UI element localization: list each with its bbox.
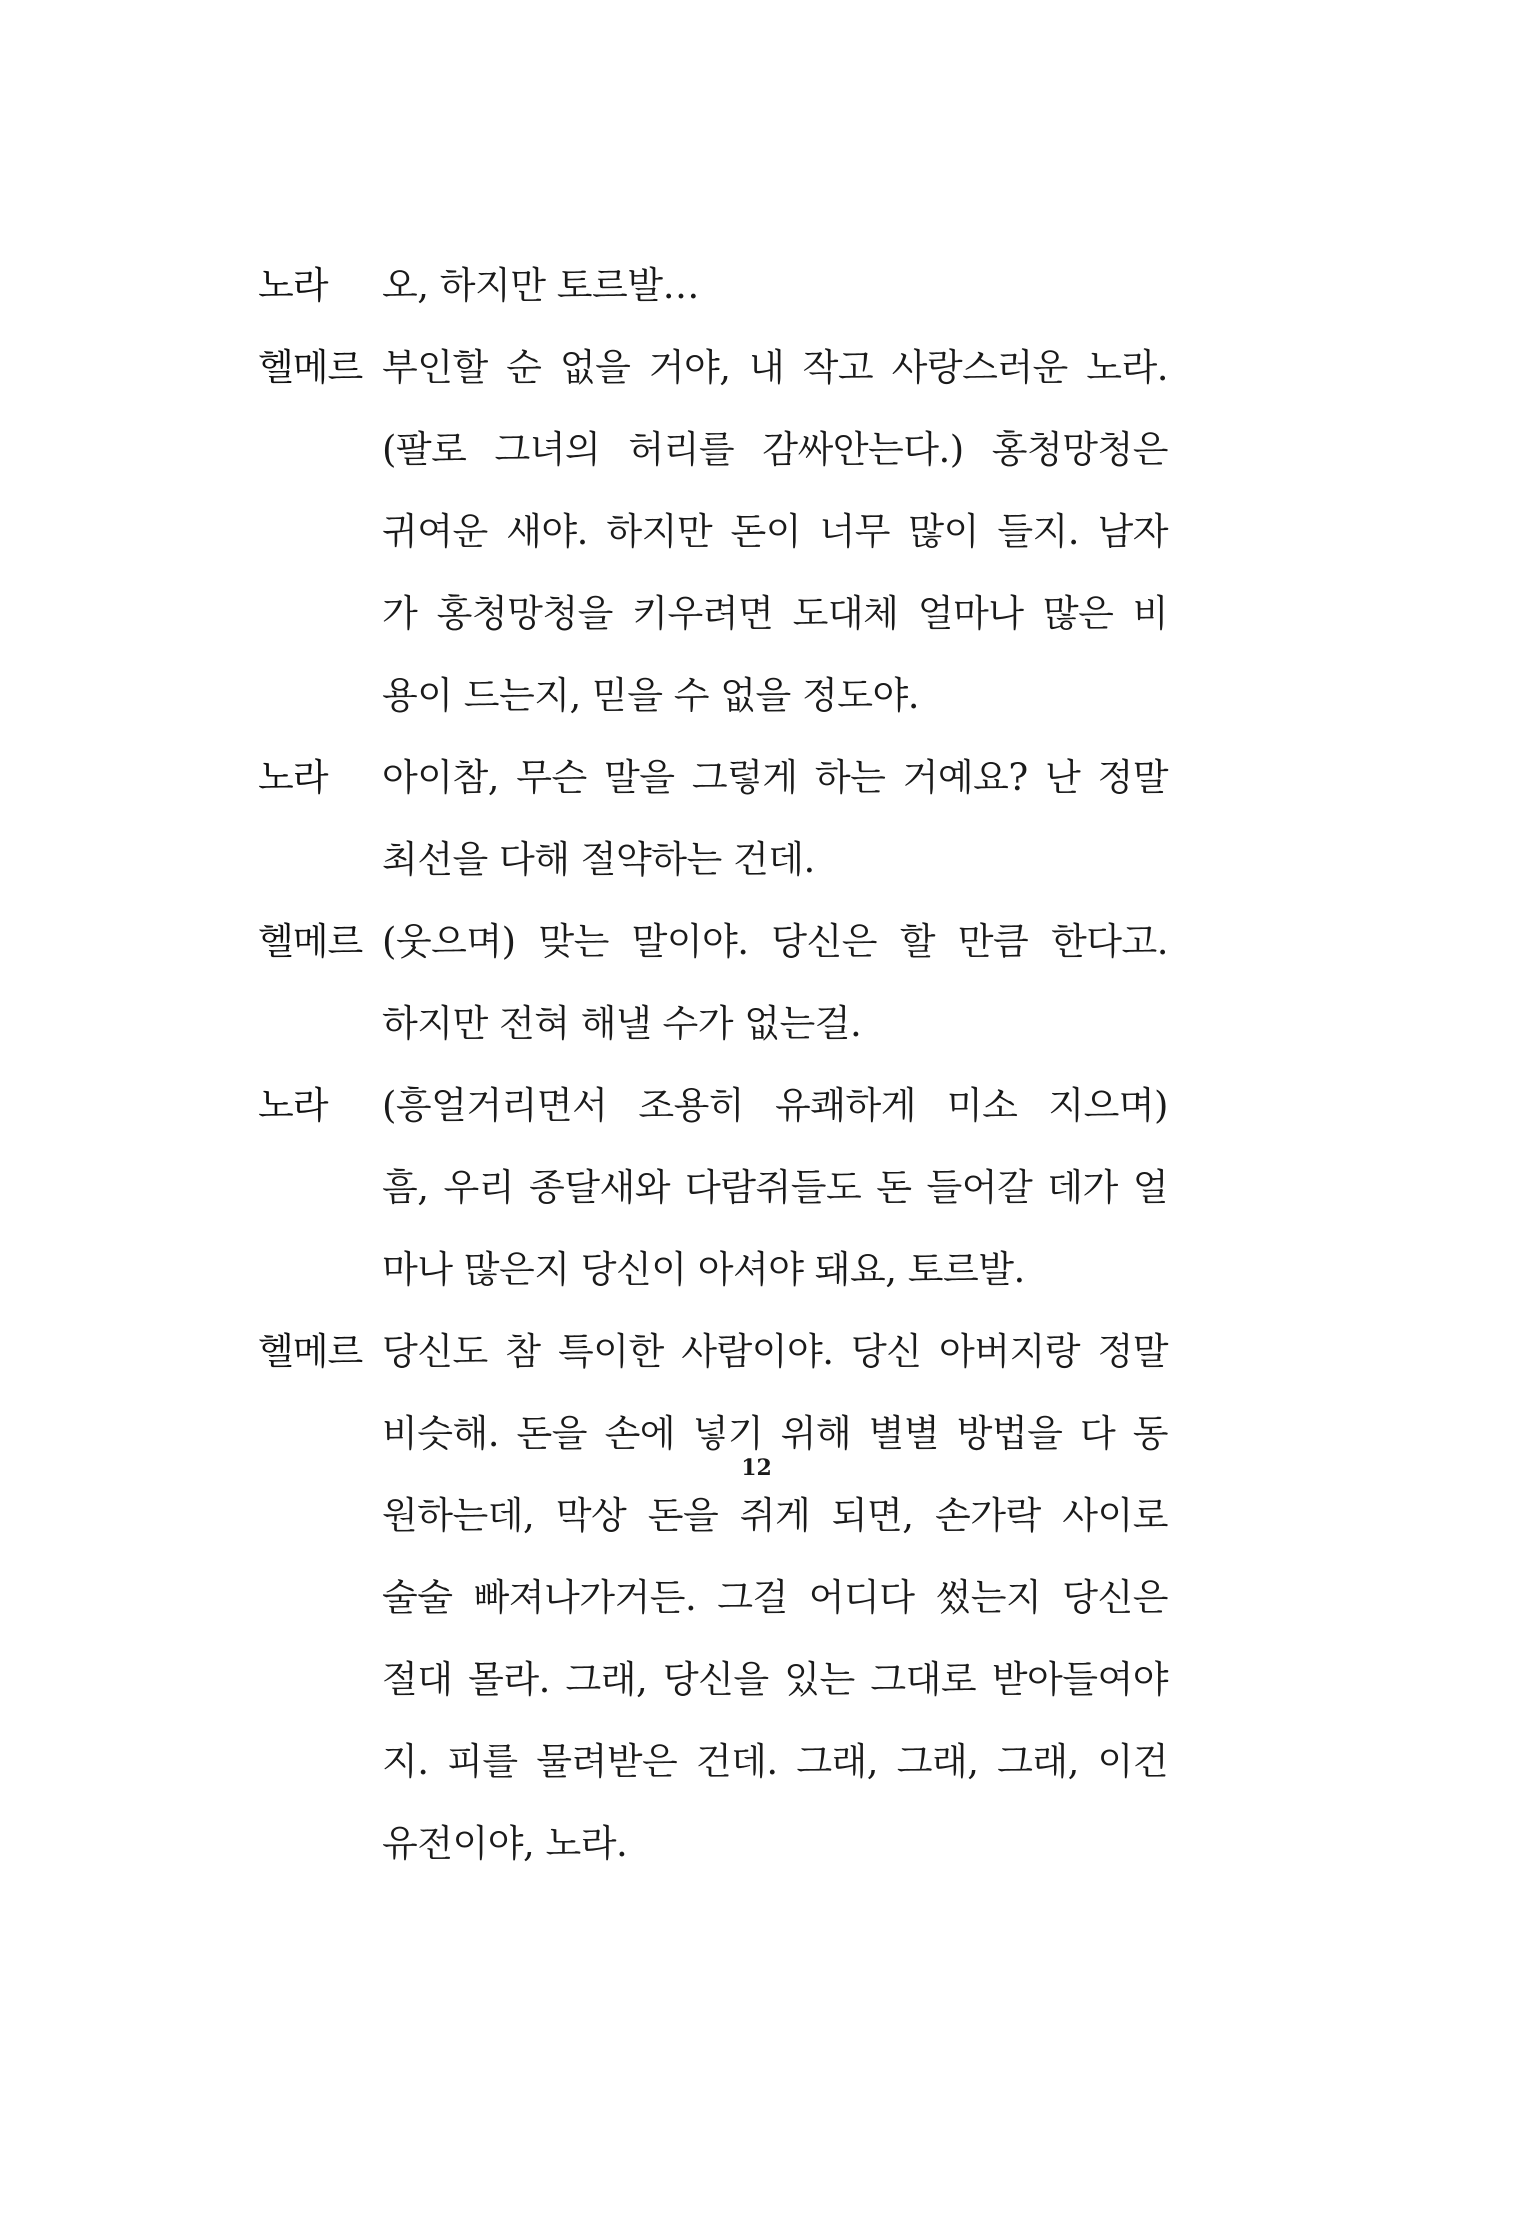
speech-line: 흠, 우리 종달새와 다람쥐들도 돈 들어갈 데가 얼 [382, 1166, 1168, 1209]
speech-line: 비슷해. 돈을 손에 넣기 위해 별별 방법을 다 동 [382, 1412, 1168, 1455]
speaker-name: 헬메르 [258, 920, 363, 963]
speech-line: 가 홍청망청을 키우려면 도대체 얼마나 많은 비 [382, 592, 1168, 635]
speech-line: 용이 드는지, 믿을 수 없을 정도야. [382, 674, 919, 717]
speaker-name: 헬메르 [258, 1330, 363, 1373]
speech-text [382, 1311, 1168, 1885]
speech-line: 절대 몰라. 그래, 당신을 있는 그대로 받아들여야 [382, 1658, 1168, 1701]
dialogue-entry [258, 901, 1168, 1065]
dialogue-entry [258, 1311, 1168, 1885]
speech-line: 당신도 참 특이한 사람이야. 당신 아버지랑 정말 [382, 1330, 1168, 1373]
dialogue-entry [258, 245, 1168, 327]
speech-line: 하지만 전혀 해낼 수가 없는걸. [382, 1002, 862, 1045]
speaker-name: 노라 [258, 756, 328, 799]
speech-line: 귀여운 새야. 하지만 돈이 너무 많이 들지. 남자 [382, 510, 1168, 553]
speech-line: 술술 빠져나가거든. 그걸 어디다 썼는지 당신은 [382, 1576, 1168, 1619]
speech-line: 오, 하지만 토르발… [382, 264, 699, 307]
speech-line: 지. 피를 물려받은 건데. 그래, 그래, 그래, 이건 [382, 1740, 1168, 1783]
page-number: 12 [741, 1455, 772, 1481]
speech-line: 아이참, 무슨 말을 그렇게 하는 거예요? 난 정말 [382, 756, 1168, 799]
speech-line: 부인할 순 없을 거야, 내 작고 사랑스러운 노라. [382, 346, 1168, 389]
speech-line: 유전이야, 노라. [382, 1822, 628, 1865]
speech-text [382, 737, 1168, 901]
speaker-name: 노라 [258, 264, 328, 307]
speech-line: 마나 많은지 당신이 아셔야 돼요, 토르발. [382, 1248, 1025, 1291]
speech-line: 최선을 다해 절약하는 건데. [382, 838, 815, 881]
speech-line: (팔로 그녀의 허리를 감싸안는다.) 홍청망청은 [382, 428, 1168, 471]
dialogue-entry [258, 1065, 1168, 1311]
speaker-name: 노라 [258, 1084, 328, 1127]
speech-text [382, 245, 1168, 327]
speech-line: (흥얼거리면서 조용히 유쾌하게 미소 지으며) [382, 1084, 1168, 1127]
speech-line: (웃으며) 맞는 말이야. 당신은 할 만큼 한다고. [382, 920, 1168, 963]
dialogue-block [258, 245, 1168, 1885]
dialogue-entry [258, 327, 1168, 737]
speaker-name: 헬메르 [258, 346, 363, 389]
dialogue-entry [258, 737, 1168, 901]
speech-text [382, 1065, 1168, 1311]
speech-text [382, 901, 1168, 1065]
speech-text [382, 327, 1168, 737]
speech-line: 원하는데, 막상 돈을 쥐게 되면, 손가락 사이로 [382, 1494, 1168, 1537]
